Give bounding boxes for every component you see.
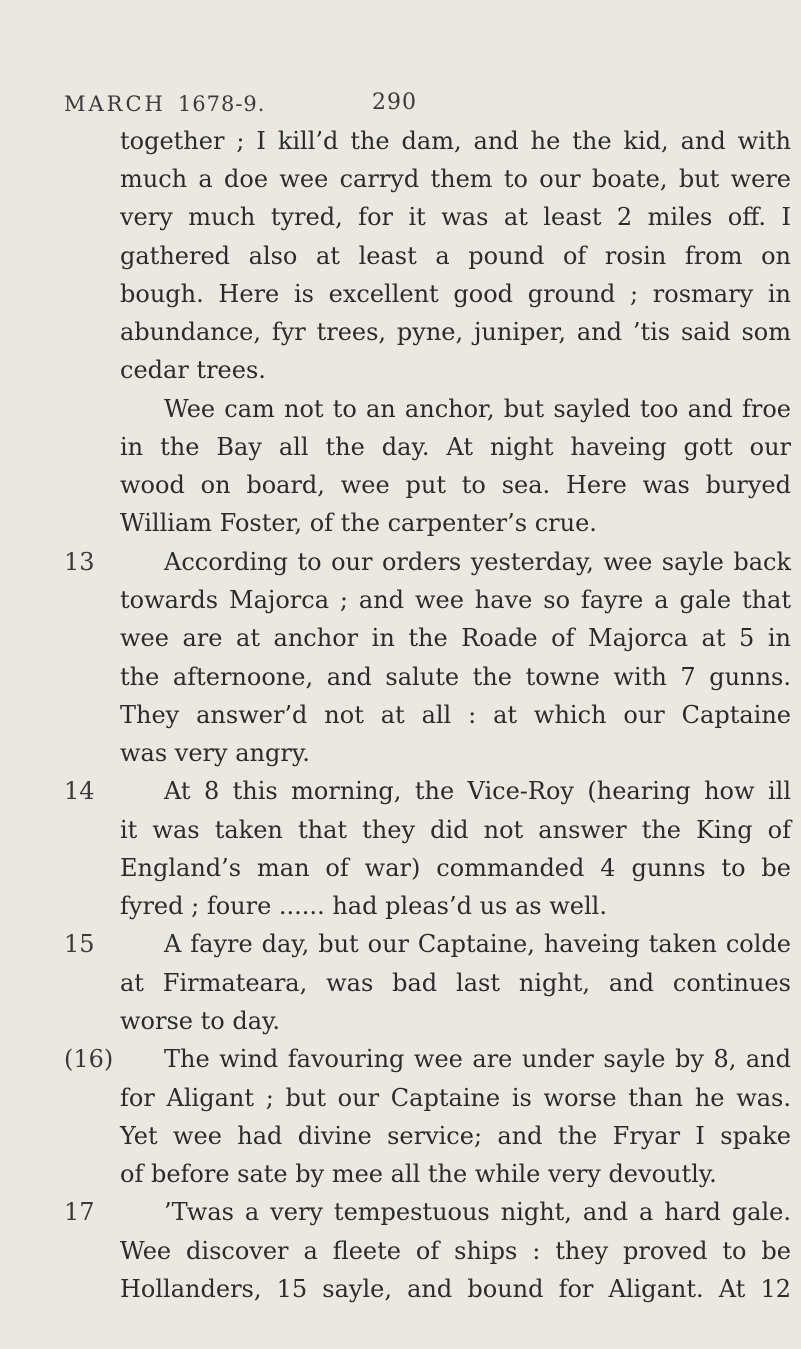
text-line: wee are at anchor in the Roade of Majorca at 5 in (120, 624, 791, 652)
text-line: it was taken that they did not answer the King of (120, 816, 791, 844)
text-line: At 8 this morning, the Vice-Roy (hearing how ill (164, 777, 791, 805)
text-line: A fayre day, but our Captaine, haveing taken colde (164, 930, 791, 958)
text-line: Wee discover a fleete of ships : they proved to be (120, 1237, 791, 1265)
text-line: The wind favouring wee are under sayle by 8, and (164, 1045, 791, 1073)
text-line: fyred ; foure ...... had pleas’d us as well. (120, 892, 607, 920)
text-line: abundance, fyr trees, pyne, juniper, and ’tis said som (120, 318, 791, 346)
text-line: William Foster, of the carpenter’s crue. (120, 509, 597, 537)
text-line: cedar trees. (120, 356, 266, 384)
running-head-month: MARCH (64, 92, 166, 116)
running-head (64, 92, 265, 116)
text-line: for Aligant ; but our Captaine is worse than he was. (120, 1084, 791, 1112)
text-line: the afternoone, and salute the towne with 7 gunns. (120, 663, 791, 691)
text-line: very much tyred, for it was at least 2 miles off. I (120, 203, 791, 231)
text-line: much a doe wee carryd them to our boate, but were (120, 165, 791, 193)
text-line: Wee cam not to an anchor, but sayled too and froe (164, 395, 791, 423)
entry-date-14: 14 (64, 777, 95, 805)
text-line: They answer’d not at all : at which our Captaine (120, 701, 791, 729)
text-line: towards Majorca ; and wee have so fayre a gale that (120, 586, 791, 614)
running-head-years: 1678-9. (177, 92, 266, 116)
entry-date-15: 15 (64, 930, 95, 958)
text-line: together ; I kill’d the dam, and he the kid, and with (120, 127, 791, 155)
text-line: Yet wee had divine service; and the Fryar I spake (120, 1122, 791, 1150)
text-line: According to our orders yesterday, wee sayle back (164, 548, 791, 576)
entry-date-17: 17 (64, 1198, 95, 1226)
text-line: in the Bay all the day. At night haveing gott our (120, 433, 791, 461)
text-line: gathered also at least a pound of rosin from on (120, 242, 791, 270)
page-number: 290 (372, 90, 417, 115)
entry-date-16: (16) (64, 1045, 114, 1073)
text-line: bough. Here is excellent good ground ; rosmary in (120, 280, 791, 308)
text-line: of before sate by mee all the while very devoutly. (120, 1160, 717, 1188)
text-line: ’Twas a very tempestuous night, and a hard gale. (164, 1198, 791, 1226)
text-line: at Firmateara, was bad last night, and continues (120, 969, 791, 997)
entry-date-13: 13 (64, 548, 95, 576)
text-line: England’s man of war) commanded 4 gunns to be (120, 854, 791, 882)
text-line: wood on board, wee put to sea. Here was buryed (120, 471, 791, 499)
text-line: worse to day. (120, 1007, 281, 1035)
text-line: was very angry. (120, 739, 310, 767)
text-line: Hollanders, 15 sayle, and bound for Aligant. At 12 (120, 1275, 791, 1303)
